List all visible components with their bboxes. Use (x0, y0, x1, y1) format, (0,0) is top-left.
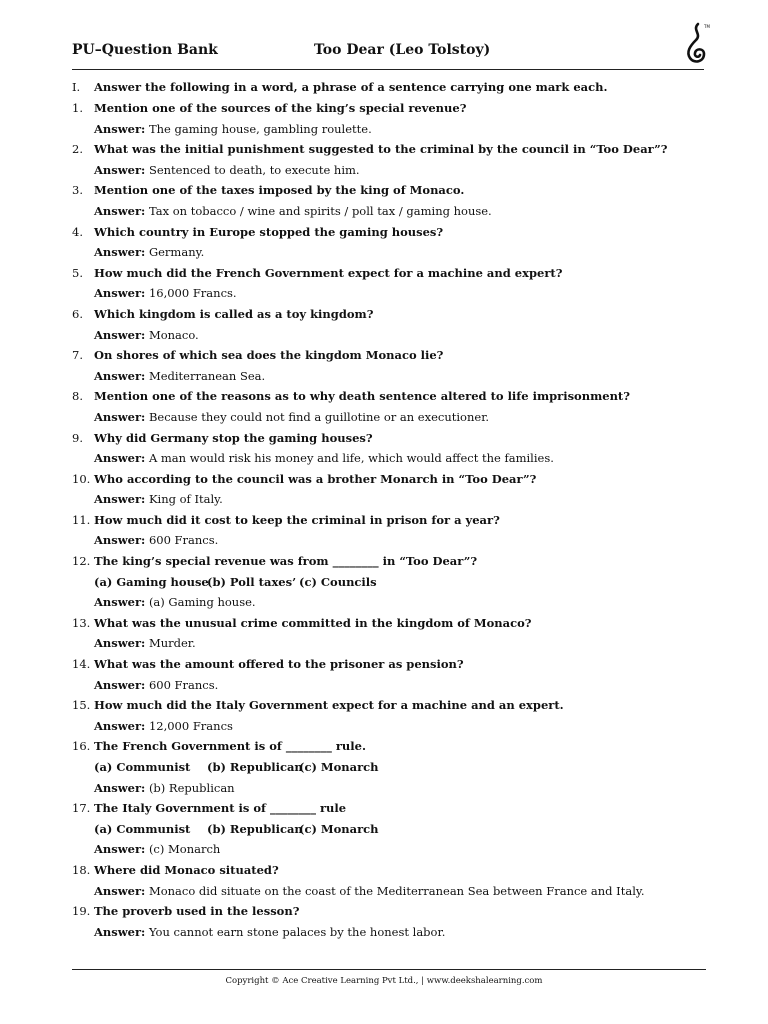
answer-label: Answer: (94, 162, 146, 177)
options-line (72, 760, 712, 781)
answer-line (72, 678, 712, 699)
answer-line (72, 719, 712, 740)
question-number: 9. (72, 430, 83, 445)
answer-line (72, 369, 712, 390)
question-item (72, 101, 712, 142)
question-number: 19. (72, 904, 91, 919)
answer-text: Tax on tobacco / wine and spirits / poll tax / gaming house. (148, 203, 492, 218)
answer-text: (c) Monarch (148, 842, 221, 857)
answer-line (72, 842, 712, 863)
question-text: Why did Germany stop the gaming houses? (94, 430, 373, 445)
question-number: 16. (72, 739, 91, 754)
question-number: 15. (72, 698, 91, 713)
question-text: What was the unusual crime committed in the kingdom of Monaco? (94, 615, 532, 630)
answer-line (72, 595, 712, 616)
question-item (72, 739, 712, 801)
answer-label: Answer: (94, 718, 146, 733)
question-line (72, 183, 712, 204)
answer-label: Answer: (94, 327, 146, 342)
page-header (72, 24, 710, 66)
answer-text: You cannot earn stone palaces by the honest labor. (148, 924, 446, 939)
answer-label: Answer: (94, 451, 146, 466)
question-item (72, 616, 712, 657)
question-number: 5. (72, 265, 83, 280)
swirl-logo-icon (682, 22, 710, 66)
footer-rule (72, 969, 706, 970)
question-text: What was the amount offered to the prisoner as pension? (94, 657, 464, 672)
question-text: The proverb used in the lesson? (94, 904, 300, 919)
question-number: 1. (72, 101, 83, 115)
answer-label: Answer: (94, 286, 146, 301)
answer-label: Answer: (94, 409, 146, 424)
question-line (72, 431, 712, 452)
answer-label: Answer: (94, 533, 146, 548)
question-item (72, 183, 712, 224)
answer-text: Monaco did situate on the coast of the Mediterranean Sea between France and Italy. (148, 883, 645, 898)
header-left-title: PU–Question Bank (72, 42, 218, 58)
question-text: Which country in Europe stopped the gaming houses? (94, 224, 444, 239)
option-b: (b) Republican (207, 760, 303, 774)
answer-line (72, 533, 712, 554)
answer-text: Monaco. (148, 327, 199, 342)
question-line (72, 904, 712, 925)
answer-text: King of Italy. (148, 492, 223, 507)
answer-label: Answer: (94, 924, 146, 939)
answer-label: Answer: (94, 636, 146, 651)
section-number: I. (72, 80, 81, 94)
question-line (72, 698, 712, 719)
question-item (72, 142, 712, 183)
question-text: Which kingdom is called as a toy kingdom? (94, 306, 374, 321)
question-text: Mention one of the reasons as to why death sentence altered to life imprisonment? (94, 389, 630, 404)
answer-label: Answer: (94, 121, 146, 136)
answer-line (72, 122, 712, 143)
question-line (72, 307, 712, 328)
answer-text: Because they could not find a guillotine or an executioner. (148, 409, 490, 424)
answer-label: Answer: (94, 203, 146, 218)
answer-text: (b) Republican (148, 780, 235, 795)
options-line (72, 822, 712, 843)
question-item (72, 863, 712, 904)
answer-text: Mediterranean Sea. (148, 368, 266, 383)
question-list (72, 101, 712, 945)
answer-label: Answer: (94, 780, 146, 795)
option-c: (c) Councils (299, 574, 377, 589)
option-c: (c) Monarch (299, 760, 379, 774)
answer-text: The gaming house, gambling roulette. (148, 121, 372, 136)
options-line (72, 575, 712, 596)
svg-text:TM: TM (704, 24, 710, 29)
question-number: 4. (72, 224, 83, 239)
question-text: What was the initial punishment suggested to the criminal by the council in “Too Dear”? (94, 142, 668, 157)
question-text: On shores of which sea does the kingdom Monaco lie? (94, 348, 444, 363)
answer-line (72, 163, 712, 184)
header-center-title: Too Dear (Leo Tolstoy) (314, 42, 491, 58)
footer-copyright: Copyright © Ace Creative Learning Pvt Ltd., | www.deekshalearning.com (225, 976, 543, 986)
question-line (72, 616, 712, 637)
question-item (72, 554, 712, 616)
question-line (72, 863, 712, 884)
question-item (72, 904, 712, 945)
answer-line (72, 286, 712, 307)
answer-text: Murder. (148, 636, 196, 651)
question-item (72, 307, 712, 348)
question-line (72, 657, 712, 678)
question-line (72, 225, 712, 246)
answer-text: 600 Francs. (148, 677, 219, 692)
answer-line (72, 245, 712, 266)
question-item (72, 657, 712, 698)
question-text: Mention one of the taxes imposed by the king of Monaco. (94, 183, 465, 198)
question-number: 17. (72, 801, 91, 816)
answer-line (72, 451, 712, 472)
answer-line (72, 328, 712, 349)
question-line (72, 101, 712, 122)
question-number: 7. (72, 348, 83, 363)
answer-text: Sentenced to death, to execute him. (148, 162, 360, 177)
answer-line (72, 884, 712, 905)
question-number: 10. (72, 471, 91, 486)
question-line (72, 389, 712, 410)
question-number: 6. (72, 306, 83, 321)
question-number: 3. (72, 183, 83, 198)
option-a: (a) Gaming house (94, 574, 209, 589)
question-text: How much did it cost to keep the criminal in prison for a year? (94, 512, 500, 527)
answer-text: Germany. (148, 245, 205, 260)
question-number: 18. (72, 862, 91, 877)
answer-label: Answer: (94, 842, 146, 857)
answer-text: 600 Francs. (148, 533, 219, 548)
answer-line (72, 636, 712, 657)
question-text: The Italy Government is of ________ rule (94, 801, 347, 816)
question-text: The French Government is of ________ rule. (94, 739, 366, 754)
answer-label: Answer: (94, 883, 146, 898)
answer-label: Answer: (94, 595, 146, 610)
question-number: 12. (72, 554, 91, 569)
question-line (72, 266, 712, 287)
answer-label: Answer: (94, 245, 146, 260)
question-number: 11. (72, 512, 91, 527)
question-line (72, 554, 712, 575)
question-number: 8. (72, 389, 83, 404)
question-number: 14. (72, 657, 91, 672)
question-line (72, 348, 712, 369)
answer-line (72, 925, 712, 946)
question-item (72, 431, 712, 472)
answer-label: Answer: (94, 677, 146, 692)
answer-line (72, 410, 712, 431)
answer-text: (a) Gaming house. (148, 595, 256, 610)
answer-text: A man would risk his money and life, which would affect the families. (148, 451, 554, 466)
answer-line (72, 781, 712, 802)
option-c: (c) Monarch (299, 821, 379, 836)
question-line (72, 472, 712, 493)
answer-label: Answer: (94, 492, 146, 507)
answer-line (72, 204, 712, 225)
question-line (72, 142, 712, 163)
question-item (72, 801, 712, 863)
option-a: (a) Communist (94, 821, 191, 836)
question-item (72, 389, 712, 430)
question-line (72, 739, 712, 760)
question-item (72, 472, 712, 513)
question-line (72, 801, 712, 822)
question-text: Mention one of the sources of the king’s special revenue? (94, 101, 467, 115)
question-text: Where did Monaco situated? (94, 862, 279, 877)
question-text: How much did the French Government expect for a machine and expert? (94, 265, 563, 280)
question-text: Who according to the council was a brother Monarch in “Too Dear”? (94, 471, 537, 486)
question-number: 13. (72, 615, 91, 630)
question-item (72, 348, 712, 389)
answer-label: Answer: (94, 368, 146, 383)
question-item (72, 225, 712, 266)
answer-text: 12,000 Francs (148, 718, 233, 733)
question-item (72, 698, 712, 739)
option-b: (b) Poll taxes’ (207, 574, 297, 589)
option-b: (b) Republican (207, 821, 303, 836)
question-item (72, 266, 712, 307)
question-text: The king’s special revenue was from ________ in “Too Dear”? (94, 554, 478, 569)
header-rule (72, 69, 704, 70)
question-number: 2. (72, 142, 83, 157)
section-instruction-text: Answer the following in a word, a phrase of a sentence carrying one mark each. (94, 80, 608, 94)
answer-text: 16,000 Francs. (148, 286, 237, 301)
option-a: (a) Communist (94, 760, 191, 774)
question-item (72, 513, 712, 554)
answer-line (72, 492, 712, 513)
question-line (72, 513, 712, 534)
question-text: How much did the Italy Government expect for a machine and an expert. (94, 698, 564, 713)
